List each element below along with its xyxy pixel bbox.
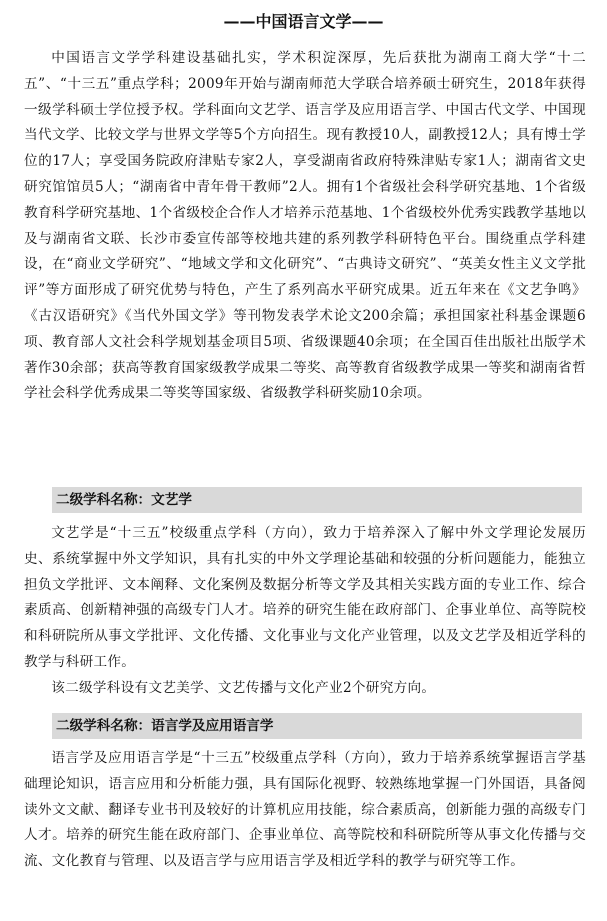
- section-heading-linguistics: 二级学科名称：语言学及应用语言学: [52, 713, 582, 739]
- section-heading-literary-theory: 二级学科名称：文艺学: [52, 487, 582, 513]
- section-paragraph: 语言学及应用语言学是“十三五”校级重点学科（方向），致力于培养系统掌握语言学基础理论知识，语言应用和分析能力强，具有国际化视野、较熟练地掌握一门外国语，具备阅读外文文献、翻译专业书刊及较好的计算机应用技能，综合素质高，创新能力强的高级专门人才。培养的研究生能在政府部门、企事业单位、高等院校和科研院所等从事文化传播与交流、文化教育与管理、以及语言学与应用语言学及相近学科的教学与研究等工作。: [24, 750, 586, 870]
- intro-paragraph: 中国语言文学学科建设基础扎实，学术积淀深厚，先后获批为湖南工商大学“十二五”、“十三五”重点学科；2009年开始与湖南师范大学联合培养硕士研究生，2018年获得一级学科硕士学位授予权。学科面向文艺学、语言学及应用语言学、中国古代文学、中国现当代文学、比较文学与世界文学等5个方向招生。现有教授10人，副教授12人；具有博士学位的17人；享受国务院政府津贴专家2人，享受湖南省政府特殊津贴专家1人；湖南省文史研究馆馆员5人；“湖南省中青年骨干教师”2人。拥有1个省级社会科学研究基地、1个省级教育科学研究基地、1个省级校企合作人才培养示范基地、1个省级校外优秀实践教学基地以及与湖南省文联、长沙市委宣传部等校地共建的系列教学科研特色平台。围绕重点学科建设，在“商业文学研究”、“地域文学和文化研究”、“古典诗文研究”、“英美女性主义文学批评”等方面形成了研究优势与特色，产生了系列高水平研究成果。近五年来在《文艺争鸣》《古汉语研究》《当代外国文学》等刊物发表学术论文200余篇；承担国家社科基金课题6项、教育部人文社会科学规划基金项目5项、省级课题40余项；在全国百佳出版社出版学术著作30余部；获高等教育国家级教学成果二等奖、高等教育省级教学成果一等奖和湖南省哲学社会科学优秀成果二等奖等国家级、省级教学科研奖励10余项。: [24, 50, 586, 402]
- page-title: ——中国语言文学——: [223, 12, 384, 31]
- section-paragraph: 文艺学是“十三五”校级重点学科（方向），致力于培养深入了解中外文学理论发展历史、系统掌握中外文学知识，具有扎实的中外文学理论基础和较强的分析问题能力，能独立担负文学批评、文本阐释、文化案例及数据分析等文学及其相关实践方面的专业工作、综合素质高、创新精神强的高级专门人才。培养的研究生能在政府部门、企事业单位、高等院校和科研院所从事文学批评、文化传播、文化事业与文化产业管理，以及文艺学及相近学科的教学与科研工作。: [24, 525, 586, 670]
- section-paragraph: 该二级学科设有文艺美学、文艺传播与文化产业2个研究方向。: [51, 680, 436, 696]
